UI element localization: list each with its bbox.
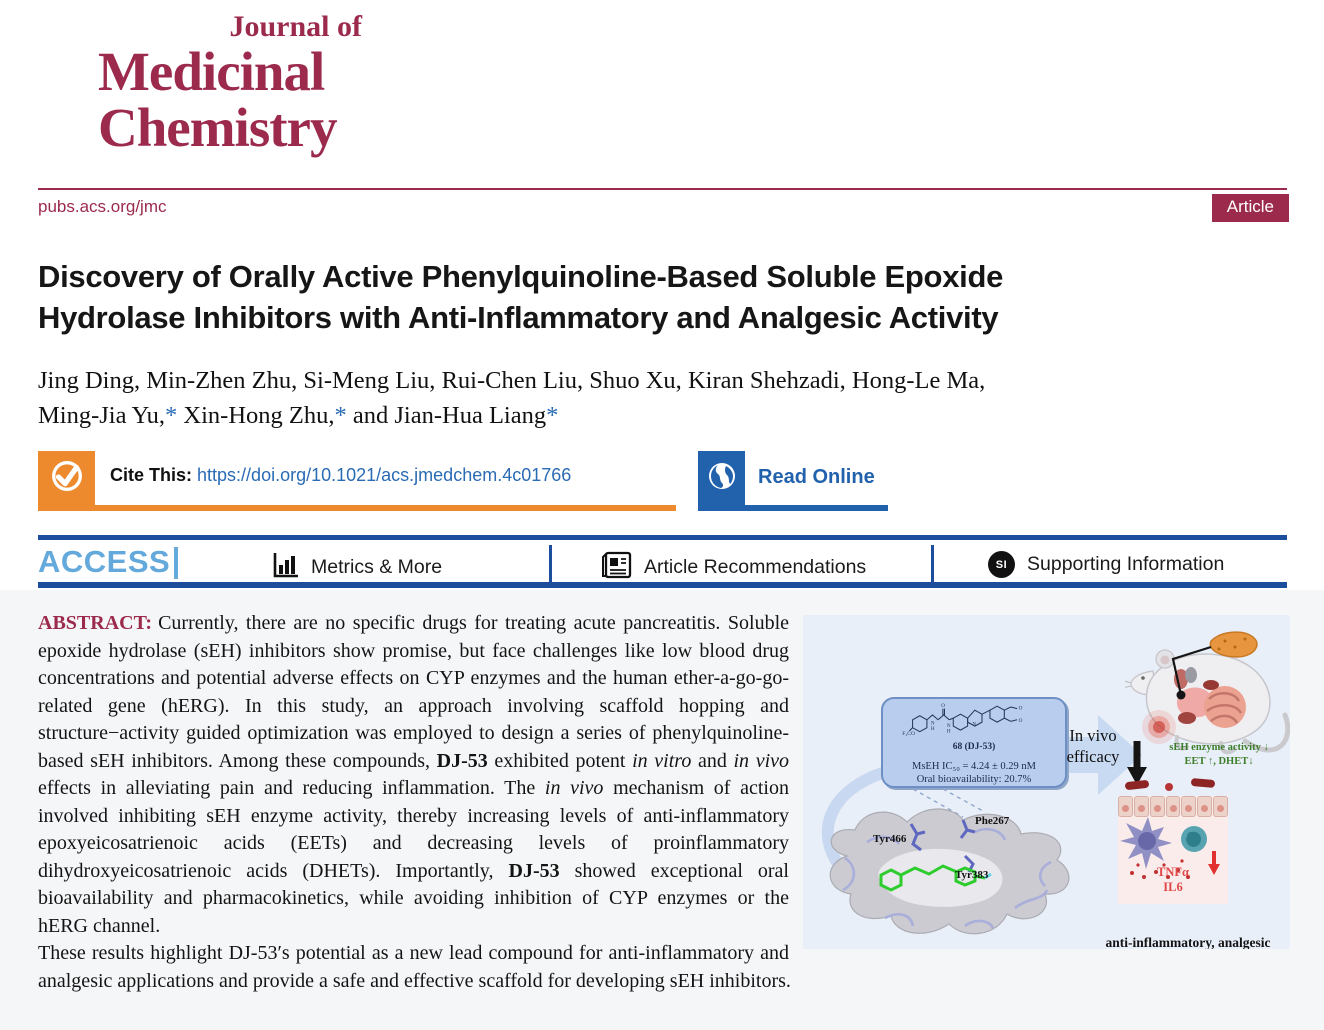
svg-text:N: N bbox=[972, 721, 977, 728]
supporting-information-link[interactable] bbox=[988, 551, 1224, 578]
bacteria-rod bbox=[1125, 780, 1150, 790]
compound-structure-drawing bbox=[884, 699, 1064, 737]
journal-url-link[interactable]: pubs.acs.org/jmc bbox=[38, 197, 167, 216]
access-bar-bottom-rule bbox=[38, 582, 1287, 588]
graphical-abstract-caption: anti-inflammatory, analgesic bbox=[1105, 935, 1271, 949]
svg-text:O: O bbox=[1018, 718, 1023, 725]
read-online-button[interactable] bbox=[698, 451, 745, 505]
bacteria-rod bbox=[1191, 778, 1216, 788]
journal-logo-line2: Medicinal bbox=[98, 41, 325, 102]
compound-ic50: MsEH IC₅₀ = 4.24 ± 0.29 nM bbox=[911, 761, 1036, 772]
svg-text:O: O bbox=[941, 702, 946, 709]
protein-docking-graphic bbox=[815, 798, 1083, 946]
access-divider-2 bbox=[931, 545, 934, 584]
seh-effects-text bbox=[1150, 741, 1288, 769]
article-type-badge: Article bbox=[1212, 194, 1289, 222]
article-recommendations-link[interactable] bbox=[601, 551, 866, 584]
svg-text:Tyr466: Tyr466 bbox=[873, 833, 907, 845]
abstract-label: ABSTRACT: bbox=[38, 612, 153, 634]
journal-logo bbox=[98, 10, 368, 156]
journal-logo-line3: Chemistry bbox=[98, 97, 337, 158]
article-recommendations-label: Article Recommendations bbox=[644, 556, 867, 578]
globe-icon bbox=[705, 459, 739, 498]
svg-text:O: O bbox=[1018, 705, 1023, 712]
compound-bioavailability: Oral bioavailability: 20.7% bbox=[916, 773, 1032, 785]
compound-structure-card bbox=[881, 697, 1067, 788]
article-title-line1: Discovery of Orally Active Phenylquinoline-Based Soluble Epoxide bbox=[38, 259, 1004, 294]
cytokines-label bbox=[1133, 865, 1213, 895]
svg-text:F₃CO: F₃CO bbox=[902, 730, 915, 737]
red-blood-dot bbox=[1165, 783, 1173, 791]
access-tick bbox=[174, 547, 178, 579]
svg-text:Tyr383: Tyr383 bbox=[955, 869, 989, 881]
article-title bbox=[38, 256, 1292, 338]
il6-label: IL6 bbox=[1163, 880, 1183, 894]
abstract-block bbox=[38, 610, 1290, 995]
si-icon: SI bbox=[988, 551, 1015, 578]
svg-text:N: N bbox=[930, 720, 935, 727]
supporting-information-label: Supporting Information bbox=[1027, 553, 1225, 575]
epithelial-cells-graphic bbox=[1118, 796, 1228, 817]
access-divider-1 bbox=[549, 545, 552, 584]
article-recommendations-icon bbox=[601, 551, 632, 584]
svg-text:H: H bbox=[946, 728, 951, 735]
read-online-label[interactable]: Read Online bbox=[758, 466, 875, 488]
metrics-and-more-label: Metrics & More bbox=[311, 556, 443, 578]
metrics-and-more-link[interactable] bbox=[272, 551, 442, 584]
cite-this-label: Cite This: bbox=[110, 465, 193, 485]
cite-underline bbox=[38, 505, 676, 511]
author-list: Jing Ding, Min-Zhen Zhu, Si-Meng Liu, Rui-Chen Liu, Shuo Xu, Kiran Shehzadi, Hong-Le Ma, Ming-Jia Yu,* Xin-Hong Zhu,* and Jian-Hua Liang* bbox=[38, 367, 986, 429]
journal-logo-line1: Journal of bbox=[229, 10, 362, 43]
access-link[interactable]: ACCESS bbox=[38, 544, 171, 579]
masthead-divider bbox=[38, 188, 1287, 190]
pancreas-graphic bbox=[1210, 632, 1257, 657]
svg-text:N: N bbox=[946, 722, 951, 729]
article-title-line2: Hydrolase Inhibitors with Anti-Inflammatory and Analgesic Activity bbox=[38, 300, 999, 335]
svg-text:H: H bbox=[930, 726, 935, 733]
abstract-paragraph-1: ABSTRACT: Currently, there are no specific drugs for treating acute pancreatitis. Soluble epoxide hydrolase (sEH) inhibitors show promise, but face challenges like low blood drug concentrations and potential adverse effects on CYP enzymes and the human ether-a-go-go-related gene (hERG). In this study, an approach involving scaffold hopping and structure−activity guided optimization was employed to design a series of phenylquinoline-based sEH inhibitors. Among these compounds, DJ-53 exhibited potent in vitro and in vivo effects in alleviating pain and reducing inflammation. The in vivo mechanism of action involved inhibiting sEH enzyme activity, thereby increasing levels of anti-inflammatory epoxyeicosatrienoic acids (EETs) and decreasing levels of proinflammatory dihydroxyeicosatrienoic acids (DHETs). Importantly, DJ-53 showed exceptional oral bioavailability and pharmacokinetics, while avoiding inhibition of CYP enzymes or the hERG channel. bbox=[38, 612, 790, 937]
bar-chart-icon bbox=[272, 551, 299, 584]
doi-link[interactable]: https://doi.org/10.1021/acs.jmedchem.4c01766 bbox=[197, 465, 572, 485]
abstract-paragraph-2: These results highlight DJ-53′s potential as a new lead compound for anti-inflammatory and analgesic applications and provide a safe and effective scaffold for developing sEH inhibitors. bbox=[38, 942, 791, 992]
seh-activity-line: sEH enzyme activity ↓ bbox=[1169, 742, 1269, 753]
in-vivo-efficacy-label: In vivo efficacy bbox=[1066, 726, 1120, 766]
cite-this-line bbox=[110, 465, 571, 486]
compound-id-label: 68 (DJ-53) bbox=[952, 741, 996, 752]
graphical-abstract bbox=[803, 615, 1290, 949]
tnf-alpha-label: TNFα bbox=[1157, 865, 1189, 879]
checkmark-icon bbox=[48, 457, 86, 500]
access-bar-top-rule bbox=[38, 535, 1287, 540]
eet-dhet-line: EET ↑, DHET↓ bbox=[1184, 756, 1254, 767]
cite-this-button[interactable] bbox=[38, 451, 95, 505]
svg-text:Phe267: Phe267 bbox=[975, 815, 1010, 827]
read-online-underline bbox=[698, 505, 888, 511]
